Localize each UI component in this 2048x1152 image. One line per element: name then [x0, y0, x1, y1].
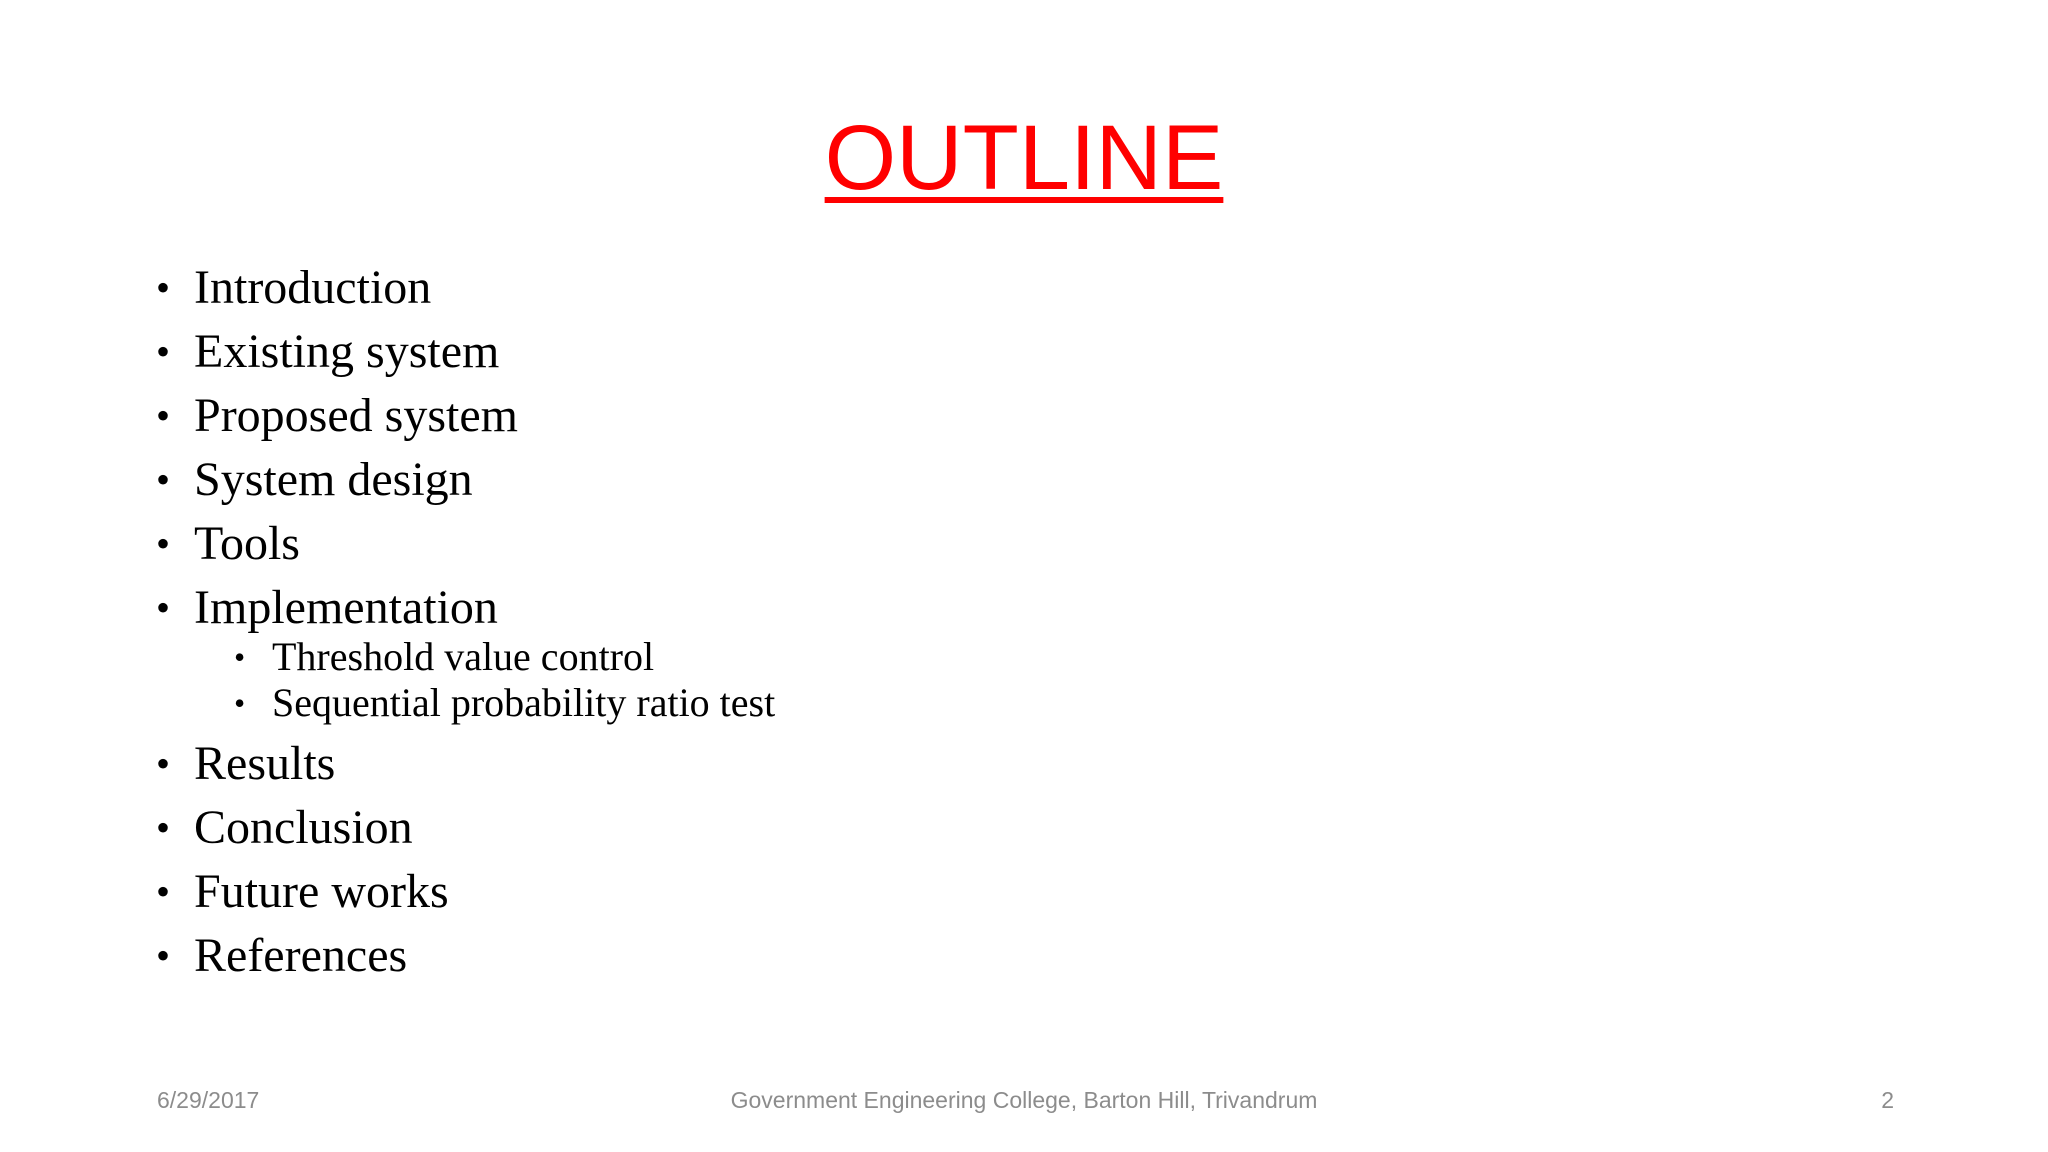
- list-item: [156, 924, 775, 988]
- slide-number: 2: [1881, 1087, 1894, 1113]
- list-item: [156, 732, 775, 796]
- list-item: [156, 860, 775, 924]
- footer-date: 6/29/2017: [157, 1087, 260, 1113]
- outline-content: [156, 256, 775, 988]
- list-item: [156, 448, 775, 512]
- footer-institution: Government Engineering College, Barton Hill, Trivandrum: [730, 1087, 1318, 1113]
- list-item-label: Tools: [194, 517, 300, 570]
- list-item-label: Conclusion: [194, 801, 413, 854]
- slide-title: OUTLINE: [824, 107, 1224, 209]
- bullet-icon: •: [156, 585, 171, 630]
- bullet-icon: •: [156, 265, 171, 310]
- list-item: [156, 320, 775, 384]
- list-item-label: Results: [194, 737, 336, 790]
- list-item: [156, 796, 775, 860]
- sub-list-item: [234, 634, 775, 680]
- list-item: [156, 576, 775, 726]
- list-item-label: Existing system: [194, 325, 500, 378]
- bullet-icon: •: [156, 933, 171, 978]
- bullet-icon: •: [156, 393, 171, 438]
- bullet-icon: •: [156, 521, 171, 566]
- bullet-icon: •: [156, 805, 171, 850]
- list-item: [156, 512, 775, 576]
- list-item-label: Future works: [194, 865, 449, 918]
- list-item-label: Proposed system: [194, 389, 518, 442]
- bullet-icon: •: [234, 685, 246, 721]
- bullet-icon: •: [156, 741, 171, 786]
- sub-list-item-label: Sequential probability ratio test: [272, 680, 776, 725]
- bullet-icon: •: [156, 457, 171, 502]
- bullet-icon: •: [234, 639, 246, 675]
- list-item-label: References: [194, 929, 408, 982]
- outline-list: [156, 256, 775, 988]
- list-item-label: Implementation: [194, 581, 498, 634]
- list-item-label: Introduction: [194, 261, 432, 314]
- sub-list: [194, 634, 775, 726]
- sub-list-item: [234, 680, 775, 726]
- sub-list-item-label: Threshold value control: [272, 634, 655, 679]
- list-item: [156, 256, 775, 320]
- list-item-label: System design: [194, 453, 473, 506]
- bullet-icon: •: [156, 869, 171, 914]
- bullet-icon: •: [156, 329, 171, 374]
- list-item: [156, 384, 775, 448]
